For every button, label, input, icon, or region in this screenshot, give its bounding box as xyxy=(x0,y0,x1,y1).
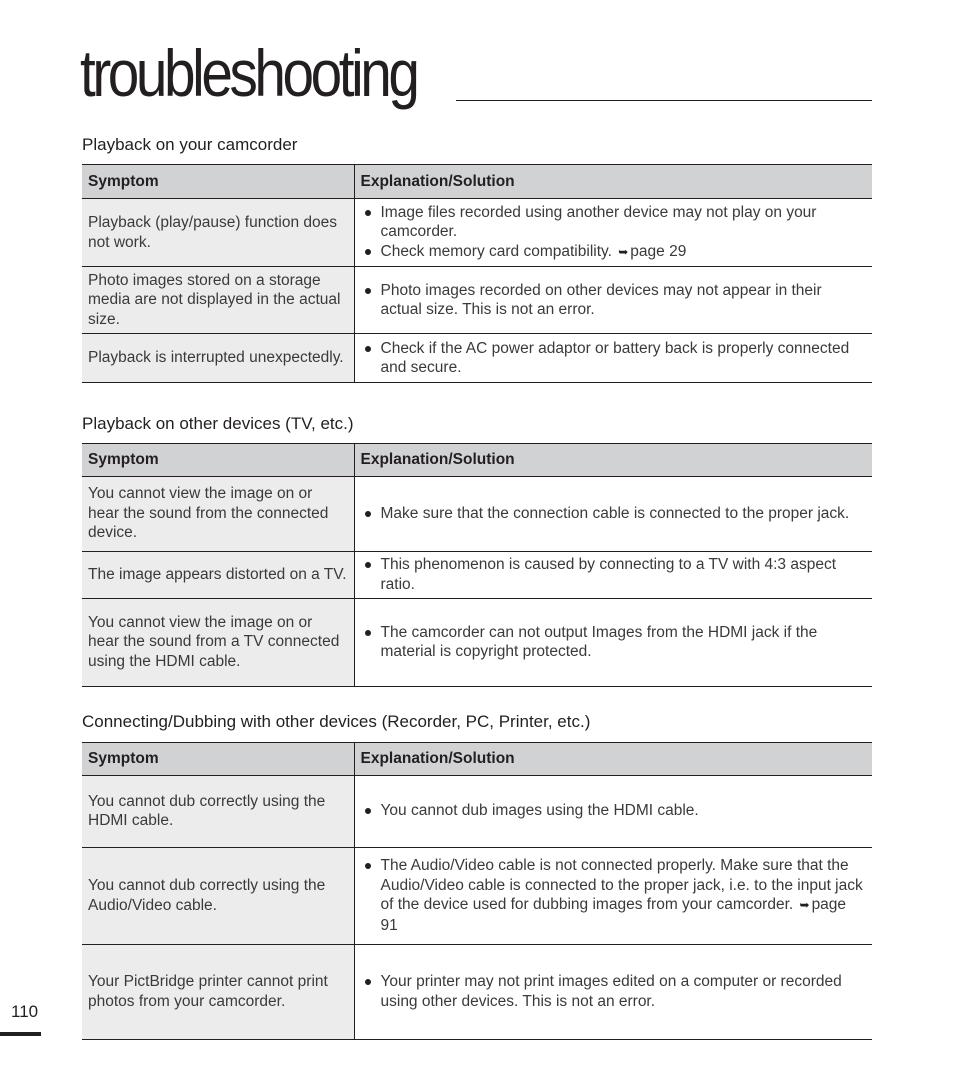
symptom-cell: You cannot dub correctly using the HDMI cable. xyxy=(82,775,354,847)
section-heading-playback-camcorder: Playback on your camcorder xyxy=(82,135,298,154)
table-row xyxy=(82,775,872,847)
symptom-cell: Playback (play/pause) function does not work. xyxy=(82,199,354,267)
page-reference-arrow-icon: ➥ xyxy=(618,244,629,259)
table-header-row xyxy=(82,743,872,776)
symptom-cell: Playback is interrupted unexpectedly. xyxy=(82,334,354,383)
solution-header: Explanation/Solution xyxy=(354,165,872,199)
symptom-cell: The image appears distorted on a TV. xyxy=(82,551,354,598)
section-heading-connecting-dubbing: Connecting/Dubbing with other devices (Recorder, PC, Printer, etc.) xyxy=(82,712,591,731)
solution-cell xyxy=(354,476,872,551)
solution-bullet: Make sure that the connection cable is connected to the proper jack. xyxy=(363,504,867,524)
symptom-cell: You cannot view the image on or hear the sound from the connected device. xyxy=(82,476,354,551)
solution-cell xyxy=(354,199,872,267)
table-row xyxy=(82,551,872,598)
table-row xyxy=(82,847,872,944)
page-reference-arrow-icon: ➥ xyxy=(799,898,810,912)
page-reference: page 29 xyxy=(630,242,687,260)
table-row xyxy=(82,598,872,686)
solution-header: Explanation/Solution xyxy=(354,743,872,776)
title-rule xyxy=(456,100,872,101)
page-title: troubleshooting xyxy=(80,36,417,110)
table-playback-camcorder xyxy=(82,164,872,383)
solution-cell xyxy=(354,551,872,598)
section-heading-playback-other-devices: Playback on other devices (TV, etc.) xyxy=(82,414,354,433)
table-connecting-dubbing xyxy=(82,742,872,1040)
symptom-cell: You cannot view the image on or hear the sound from a TV connected using the HDMI cable. xyxy=(82,598,354,686)
symptom-header: Symptom xyxy=(82,165,354,199)
page-number: 110 xyxy=(11,1002,39,1021)
solution-text: The Audio/Video cable is not connected properly. Make sure that the Audio/Video cable is connected to the proper jack, i.e. to the input jack of the device used for dubbing images from your camcorder. xyxy=(380,857,863,913)
solution-bullet: The camcorder can not output Images from the HDMI jack if the material is copyright protected. xyxy=(363,623,867,662)
solution-cell xyxy=(354,944,872,1039)
table-row xyxy=(82,476,872,551)
table-row xyxy=(82,267,872,334)
table-row xyxy=(82,199,872,267)
table-header-row xyxy=(82,165,872,199)
solution-bullet xyxy=(363,242,867,263)
page-number-bar xyxy=(0,1032,41,1036)
solution-cell xyxy=(354,267,872,334)
symptom-header: Symptom xyxy=(82,444,354,477)
symptom-cell: Your PictBridge printer cannot print photos from your camcorder. xyxy=(82,944,354,1039)
solution-bullet: Your printer may not print images edited on a computer or recorded using other devices. This is not an error. xyxy=(363,972,867,1011)
solution-bullet: You cannot dub images using the HDMI cable. xyxy=(363,801,867,821)
solution-bullet: This phenomenon is caused by connecting to a TV with 4:3 aspect ratio. xyxy=(363,555,867,594)
solution-bullet: Check if the AC power adaptor or battery back is properly connected and secure. xyxy=(363,339,867,378)
solution-bullet xyxy=(363,856,867,935)
solution-cell xyxy=(354,847,872,944)
symptom-cell: You cannot dub correctly using the Audio/Video cable. xyxy=(82,847,354,944)
table-row xyxy=(82,944,872,1039)
solution-header: Explanation/Solution xyxy=(354,444,872,477)
page-reference: page 91 xyxy=(380,896,847,934)
solution-bullet: Photo images recorded on other devices may not appear in their actual size. This is not an error. xyxy=(363,281,867,320)
solution-cell xyxy=(354,775,872,847)
symptom-header: Symptom xyxy=(82,743,354,776)
solution-cell xyxy=(354,598,872,686)
table-header-row xyxy=(82,444,872,477)
solution-bullet: Image files recorded using another device may not play on your camcorder. xyxy=(363,203,867,242)
solution-text: Check memory card compatibility. xyxy=(380,242,612,260)
table-playback-other-devices xyxy=(82,443,872,687)
symptom-cell: Photo images stored on a storage media are not displayed in the actual size. xyxy=(82,267,354,334)
solution-cell xyxy=(354,334,872,383)
table-row xyxy=(82,334,872,383)
